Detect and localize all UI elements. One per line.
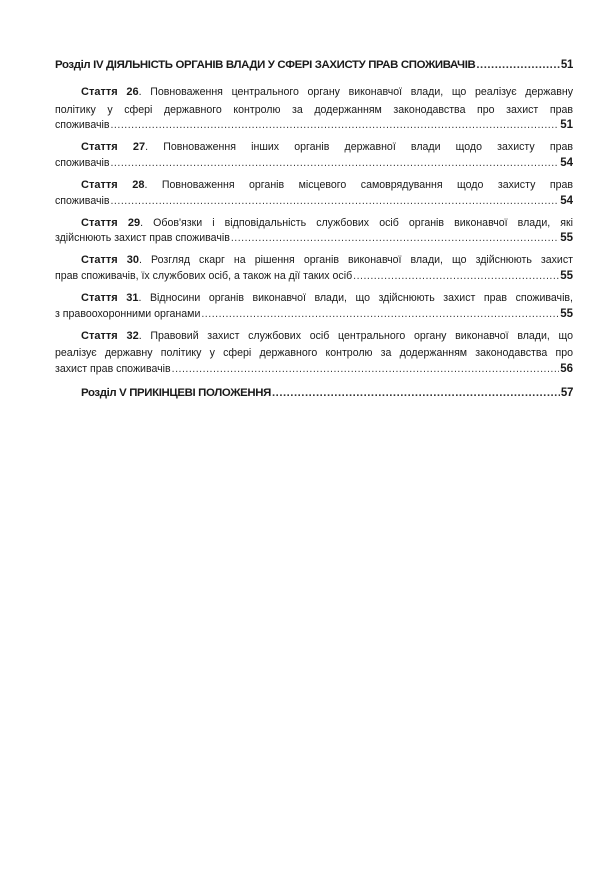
- article-label: Стаття 32: [81, 329, 139, 342]
- article-label: Стаття 26: [81, 86, 139, 98]
- article-title-text: споживачів: [55, 156, 110, 169]
- page-number: 57: [560, 386, 573, 399]
- article-label: Стаття 28: [81, 178, 145, 191]
- dot-leader: [110, 119, 559, 131]
- dot-leader: [272, 387, 560, 399]
- article-title-text: . Відносини органів виконавчої влади, що здійснюють захист прав споживачів,: [138, 292, 573, 305]
- toc-article-30[interactable]: [55, 252, 573, 287]
- toc-article-31[interactable]: [55, 290, 573, 325]
- dot-leader: [201, 308, 559, 320]
- article-title-text: захист прав споживачів: [55, 362, 171, 375]
- toc-article-line: [55, 139, 573, 157]
- toc-article-line: [55, 270, 573, 288]
- page-number: 55: [560, 307, 573, 320]
- toc-article-27[interactable]: [55, 139, 573, 174]
- page-number: 55: [560, 269, 573, 282]
- page-number: 54: [560, 194, 573, 207]
- page-number: 51: [560, 119, 573, 132]
- toc-article-line: [55, 119, 573, 137]
- toc-article-line: [55, 345, 573, 363]
- article-title-text: реалізує державну політику у сфері державного контролю за додержанням законодавства про: [55, 347, 573, 360]
- page-number: 54: [560, 156, 573, 169]
- toc-article-28[interactable]: [55, 177, 573, 212]
- toc-article-line: [55, 177, 573, 195]
- article-title-text: здійснюють захист прав споживачів: [55, 232, 230, 245]
- dot-leader: [110, 157, 559, 169]
- article-title-text: з правоохоронними органами: [55, 307, 201, 320]
- toc-article-line: [55, 195, 573, 213]
- toc-article-line: [55, 308, 573, 326]
- toc-article-line: [55, 328, 573, 346]
- article-title-text: . Повноваження інших органів державної влади щодо захисту прав: [145, 141, 573, 154]
- dot-leader: [110, 195, 559, 207]
- article-title-text: споживачів: [55, 194, 110, 207]
- article-title-text: . Правовий захист службових осіб центрального органу виконавчої влади, що: [138, 329, 573, 342]
- section-title: Розділ IV ДІЯЛЬНІСТЬ ОРГАНІВ ВЛАДИ У СФЕРІ ЗАХИСТУ ПРАВ СПОЖИВАЧІВ: [55, 59, 476, 71]
- section-title: Розділ V ПРИКІНЦЕВІ ПОЛОЖЕННЯ: [81, 386, 271, 399]
- toc-section-iv[interactable]: [55, 59, 573, 81]
- toc-article-line: [55, 102, 573, 120]
- page-number: 51: [560, 59, 573, 71]
- toc-section-v[interactable]: [55, 387, 573, 409]
- article-label: Стаття 31: [81, 292, 139, 305]
- article-title-text: . Повноваження центрального органу виконавчої влади, що реалізує державну: [138, 86, 573, 98]
- article-title-text: споживачів: [55, 119, 110, 132]
- article-label: Стаття 30: [81, 254, 140, 267]
- toc-article-29[interactable]: [55, 215, 573, 250]
- toc-article-line: [55, 290, 573, 308]
- dot-leader: [353, 270, 559, 282]
- article-title-text: політику у сфері державного контролю за додержанням законодавства про захист прав: [55, 103, 573, 116]
- article-title-text: прав споживачів, їх службових осіб, а також на дії таких осіб: [55, 269, 353, 282]
- article-label: Стаття 29: [81, 216, 141, 229]
- dot-leader: [231, 232, 559, 244]
- toc-article-line: [55, 84, 573, 102]
- page-number: 55: [560, 232, 573, 245]
- toc-article-26[interactable]: [55, 84, 573, 137]
- toc-article-line: [55, 252, 573, 270]
- toc-article-32[interactable]: [55, 328, 573, 381]
- article-title-text: . Повноваження органів місцевого самоврядування щодо захисту прав: [144, 178, 573, 191]
- article-title-text: . Обов'язки і відповідальність службових осіб органів виконавчої влади, які: [140, 216, 573, 229]
- toc-article-line: [55, 215, 573, 233]
- page-number: 56: [560, 362, 573, 375]
- toc-article-line: [55, 232, 573, 250]
- table-of-contents: [55, 59, 573, 409]
- article-title-text: . Розгляд скарг на рішення органів виконавчої влади, що здійснюють захист: [139, 254, 573, 267]
- dot-leader: [172, 363, 560, 375]
- dot-leader: [476, 59, 560, 71]
- article-label: Стаття 27: [81, 141, 146, 154]
- toc-article-line: [55, 157, 573, 175]
- toc-article-line: [55, 363, 573, 381]
